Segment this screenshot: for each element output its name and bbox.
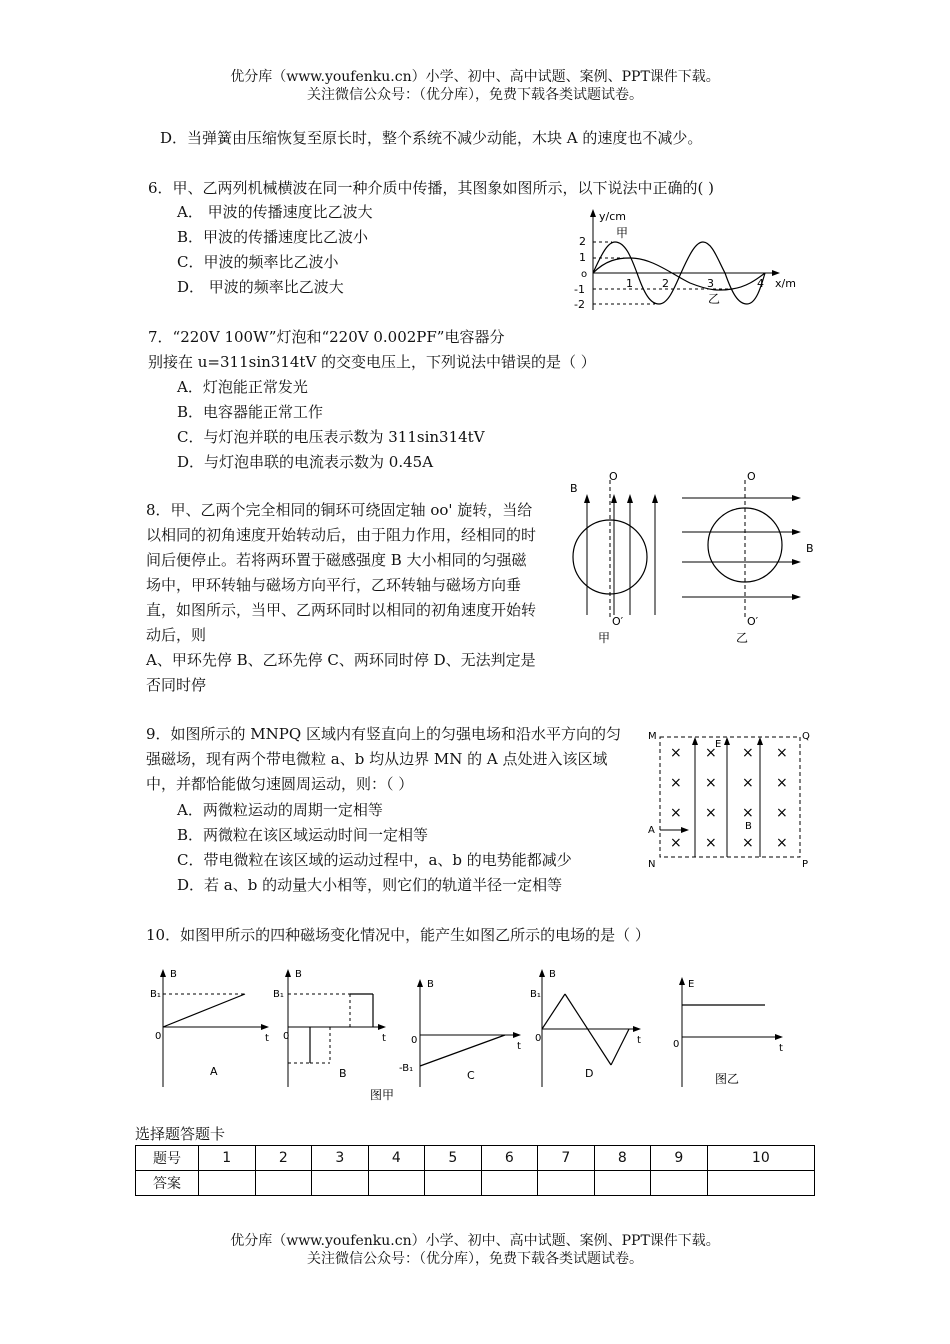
q8-right-field — [682, 495, 801, 600]
q7-stem-line-1: 7．“220V 100W”灯泡和“220V 0.002PF”电容器分 — [148, 328, 505, 346]
q6-y-arrow — [590, 209, 596, 217]
q6-stem: 6．甲、乙两列机械横波在同一种介质中传播，其图象如图所示，以下说法中正确的( ) — [148, 179, 715, 197]
svg-text:C: C — [467, 1069, 475, 1082]
q6-ytick-2: 2 — [579, 235, 586, 248]
answer-card-head-number: 题号 — [136, 1146, 199, 1171]
svg-text:t: t — [637, 1035, 641, 1046]
svg-text:×: × — [742, 805, 754, 821]
svg-text:t: t — [517, 1041, 521, 1052]
q8-label-jia: 甲 — [598, 631, 611, 645]
q6-label-jia: 甲 — [616, 226, 629, 240]
svg-text:×: × — [670, 835, 682, 851]
q9-label-B: B — [745, 821, 752, 832]
q9-region-figure — [645, 725, 815, 870]
q6-wave-figure — [560, 205, 810, 320]
q10-graph-d — [530, 969, 641, 1087]
answer-card-number: 7 — [538, 1146, 595, 1171]
q6-option-c: C．甲波的频率比乙波小 — [177, 253, 339, 271]
svg-text:图乙: 图乙 — [715, 1072, 740, 1086]
q7-option-d: D．与灯泡串联的电流表示数为 0.45A — [177, 453, 434, 471]
svg-text:×: × — [776, 745, 788, 761]
q9-label-E: E — [715, 739, 722, 750]
answer-card-number: 6 — [481, 1146, 538, 1171]
q9-label-Q: Q — [802, 731, 810, 742]
q6-wave-yi — [593, 258, 765, 290]
q8-stem: 8．甲、乙两个完全相同的铜环可绕固定轴 oo' 旋转，当给以相同的初角速度开始转动后，由于阻力作用，经相同的时间后便停止。若将两环置于磁感强度 B 大小相同的匀强磁场中，甲环转轴与磁场方向平行，乙环转轴与磁场方向垂直，如图所示，当甲、乙两环同时以相同的初角速度开始转动后，则 — [146, 501, 537, 644]
q6-label-yi: 乙 — [708, 292, 721, 306]
answer-card-number: 5 — [425, 1146, 482, 1171]
q6-ytick-1: 1 — [579, 251, 586, 264]
answer-card-title: 选择题答题卡 — [135, 1125, 226, 1143]
q8-label-yi: 乙 — [736, 631, 749, 645]
answer-cell[interactable] — [481, 1171, 538, 1196]
q10-graph-c — [399, 979, 521, 1087]
answer-cell[interactable] — [368, 1171, 425, 1196]
q7-option-a: A．灯泡能正常发光 — [177, 378, 308, 396]
svg-text:B: B — [170, 969, 177, 980]
q8-label-B-right: B — [806, 542, 814, 555]
q7-stem-line-2: 别接在 u=311sin314tV 的交变电压上，下列说法中错误的是（ ） — [148, 353, 596, 371]
answer-card-number: 9 — [651, 1146, 708, 1171]
q10-stem: 10．如图甲所示的四种磁场变化情况中，能产生如图乙所示的电场的是（ ） — [146, 926, 650, 944]
q10-graph-b — [273, 969, 386, 1087]
q10-graphs-figure — [145, 965, 825, 1105]
svg-text:×: × — [705, 835, 717, 851]
q7-option-b: B．电容器能正常工作 — [177, 403, 324, 421]
svg-text:t: t — [382, 1033, 386, 1044]
answer-cell[interactable] — [255, 1171, 312, 1196]
answer-card-head-answer: 答案 — [136, 1171, 199, 1196]
q9-option-c: C．带电微粒在该区域的运动过程中，a、b 的电势能都减少 — [177, 851, 572, 869]
q6-option-b: B．甲波的传播速度比乙波小 — [177, 228, 369, 246]
svg-text:×: × — [670, 745, 682, 761]
q8-label-O-top: O — [609, 470, 618, 483]
svg-text:D: D — [585, 1067, 594, 1080]
q6-ylabel: y/cm — [599, 210, 626, 223]
q9-option-d: D．若 a、b 的动量大小相等，则它们的轨道半径一定相等 — [177, 876, 563, 894]
q10-graph-a — [150, 969, 269, 1087]
svg-text:×: × — [670, 805, 682, 821]
answer-card-number: 1 — [199, 1146, 256, 1171]
q6-option-a: A． 甲波的传播速度比乙波大 — [177, 203, 373, 221]
q9-crosses — [670, 745, 788, 851]
svg-text:0: 0 — [535, 1033, 542, 1044]
svg-text:B: B — [339, 1067, 347, 1080]
svg-text:0: 0 — [283, 1031, 290, 1042]
answer-card-number: 3 — [312, 1146, 369, 1171]
svg-text:×: × — [705, 775, 717, 791]
svg-text:×: × — [776, 835, 788, 851]
answer-card-row-numbers — [136, 1146, 815, 1171]
svg-text:0: 0 — [673, 1039, 680, 1050]
q9-option-b: B．两微粒在该区域运动时间一定相等 — [177, 826, 429, 844]
footer-line-2: 关注微信公众号：（优分库），免费下载各类试题试卷。 — [307, 1251, 643, 1267]
q10-graph-yi — [673, 977, 783, 1087]
q6-xtick-3: 3 — [707, 277, 714, 290]
svg-text:B: B — [427, 979, 434, 990]
q6-ytick-0: o — [581, 269, 588, 280]
q6-ytick-m1: -1 — [574, 283, 585, 296]
answer-card-table — [135, 1145, 815, 1196]
answer-card-row-answers — [136, 1171, 815, 1196]
svg-text:B: B — [295, 969, 302, 980]
svg-text:×: × — [776, 775, 788, 791]
q6-x-arrow — [772, 270, 780, 276]
q8-options: A、甲环先停 B、乙环先停 C、两环同时停 D、无法判定是否同时停 — [146, 651, 536, 694]
q9-stem: 9．如图所示的 MNPQ 区域内有竖直向上的匀强电场和沿水平方向的匀强磁场，现有两个带电微粒 a、b 均从边界 MN 的 A 点处进入该区域中，并都恰能做匀速圆周运动，则：（ ） — [146, 725, 621, 793]
answer-cell[interactable] — [312, 1171, 369, 1196]
svg-text:B: B — [549, 969, 556, 980]
answer-cell[interactable] — [425, 1171, 482, 1196]
q10-caption-jia: 图甲 — [370, 1088, 395, 1102]
svg-text:0: 0 — [155, 1031, 162, 1042]
svg-text:×: × — [776, 805, 788, 821]
svg-text:×: × — [742, 745, 754, 761]
answer-card-number: 2 — [255, 1146, 312, 1171]
answer-card-number: 8 — [594, 1146, 651, 1171]
answer-cell[interactable] — [651, 1171, 708, 1196]
answer-card-number: 10 — [707, 1146, 814, 1171]
svg-text:E: E — [688, 979, 695, 990]
answer-card-number: 4 — [368, 1146, 425, 1171]
svg-text:A: A — [210, 1065, 218, 1078]
answer-cell[interactable] — [594, 1171, 651, 1196]
q5-option-d: D．当弹簧由压缩恢复至原长时，整个系统不减少动能，木块 A 的速度也不减少。 — [160, 129, 703, 147]
q9-label-M: M — [648, 731, 657, 742]
q6-option-d: D． 甲波的频率比乙波大 — [177, 278, 344, 296]
svg-text:B₁: B₁ — [530, 989, 541, 1000]
svg-text:-B₁: -B₁ — [399, 1063, 414, 1074]
q6-xlabel: x/m — [775, 277, 796, 290]
svg-text:0: 0 — [411, 1035, 418, 1046]
svg-text:B₁: B₁ — [273, 989, 284, 1000]
header-line-2: 关注微信公众号：（优分库），免费下载各类试题试卷。 — [307, 87, 643, 103]
q9-entry-arrowhead — [681, 827, 689, 833]
q8-label-O-top2: O — [747, 470, 756, 483]
q6-xtick-4: 4 — [757, 277, 764, 290]
q9-option-a: A．两微粒运动的周期一定相等 — [177, 801, 383, 819]
svg-text:×: × — [705, 805, 717, 821]
q7-option-c: C．与灯泡并联的电压表示数为 311sin314tV — [177, 428, 485, 446]
q8-label-O-bottom2: O′ — [747, 615, 759, 628]
svg-text:×: × — [742, 775, 754, 791]
q9-label-A: A — [648, 825, 655, 836]
svg-text:×: × — [742, 835, 754, 851]
q8-label-B-left: B — [570, 482, 578, 495]
svg-text:t: t — [779, 1043, 783, 1054]
svg-text:×: × — [670, 775, 682, 791]
svg-text:×: × — [705, 745, 717, 761]
answer-cell[interactable] — [199, 1171, 256, 1196]
header-line-1: 优分库（www.youfenku.cn）小学、初中、高中试题、案例、PPT课件下载。 — [230, 69, 720, 85]
q9-label-N: N — [648, 859, 656, 870]
q6-xtick-2: 2 — [662, 277, 669, 290]
q6-xtick-1: 1 — [626, 277, 633, 290]
q8-label-O-bottom: O′ — [612, 615, 624, 628]
footer-line-1: 优分库（www.youfenku.cn）小学、初中、高中试题、案例、PPT课件下载。 — [230, 1233, 720, 1249]
svg-text:t: t — [265, 1033, 269, 1044]
answer-cell[interactable] — [538, 1171, 595, 1196]
svg-text:B₁: B₁ — [150, 989, 161, 1000]
q6-ytick-m2: -2 — [574, 298, 585, 311]
q8-rings-figure — [550, 470, 830, 650]
answer-cell[interactable] — [707, 1171, 814, 1196]
q9-label-P: P — [802, 859, 809, 870]
